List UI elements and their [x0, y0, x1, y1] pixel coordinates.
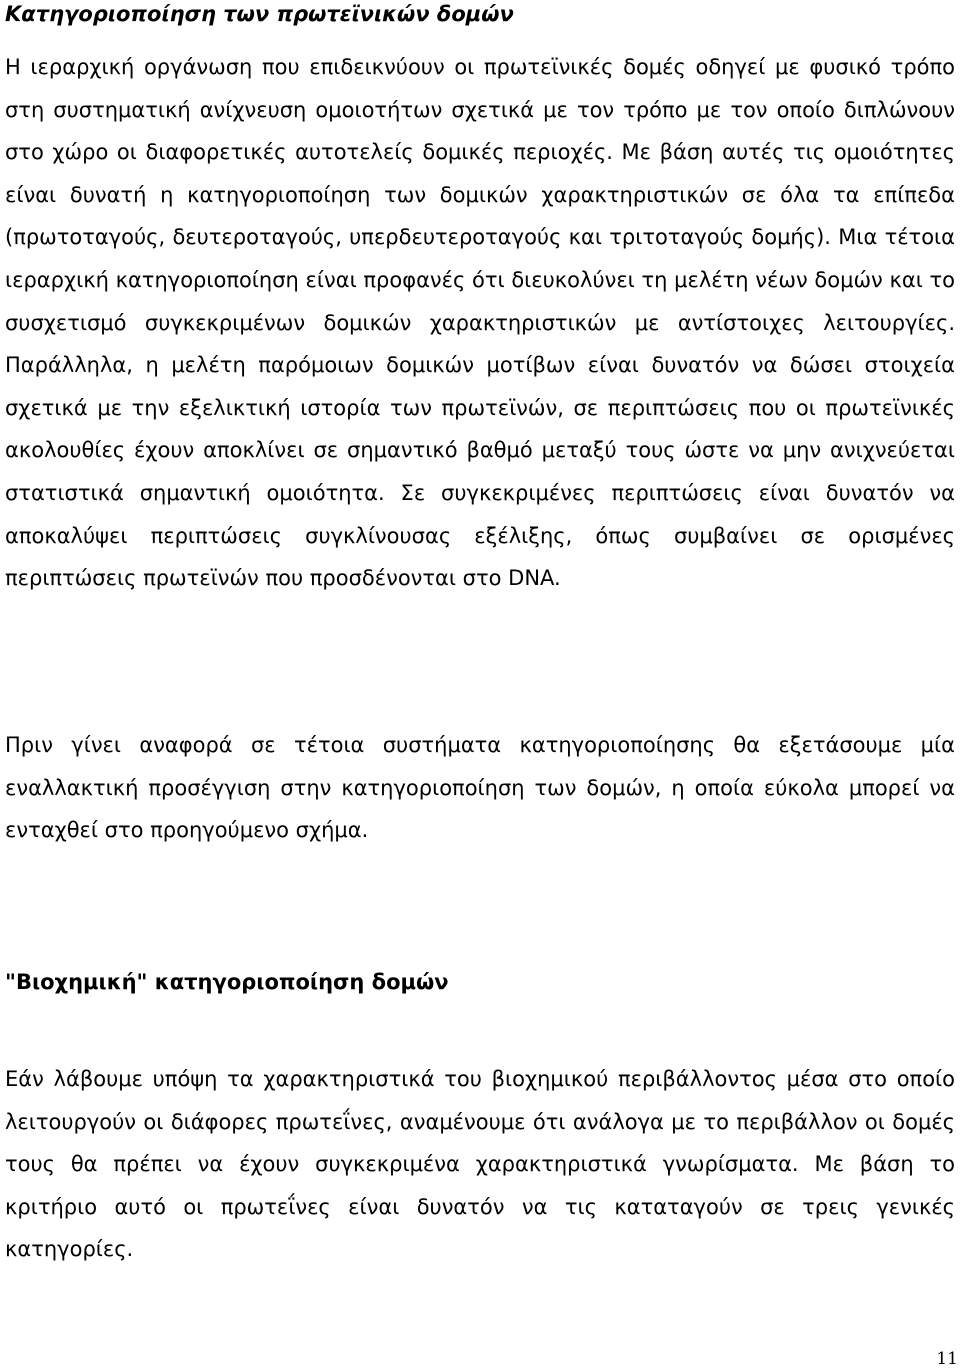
section-heading-protein-classification: Κατηγοριοποίηση των πρωτεϊνικών δομών	[5, 2, 514, 26]
paragraph-alternative-approach: Πριν γίνει αναφορά σε τέτοια συστήματα κατηγοριοποίησης θα εξετάσουμε μία εναλλακτική προσέγγιση στην κατηγοριοποίηση των δομών, η οποία εύκολα μπορεί να ενταχθεί στο προηγούμενο σχήμα.	[5, 733, 955, 843]
section-heading-biochemical-classification: "Βιοχημική" κατηγοριοποίηση δομών	[5, 970, 449, 994]
page-number: 11	[936, 1349, 958, 1369]
paragraph-biochemical-environment: Εάν λάβουμε υπόψη τα χαρακτηριστικά του βιοχημικού περιβάλλοντος μέσα στο οποίο λειτουργούν οι διάφορες πρωτεΐνες, αναμένουμε ότι ανάλογα με το περιβάλλον οι δομές τους θα πρέπει να έχουν συγκεκριμένα χαρακτηριστικά γνωρίσματα. Με βάση το κριτήριο αυτό οι πρωτεΐνες είναι δυνατόν να τις καταταγούν σε τρεις γενικές κατηγορίες.	[5, 1067, 955, 1262]
paragraph-hierarchical-organization: Η ιεραρχική οργάνωση που επιδεικνύουν οι πρωτεϊνικές δομές οδηγεί με φυσικό τρόπο στη συστηματική ανίχνευση ομοιοτήτων σχετικά με τον τρόπο με τον οποίο διπλώνουν στο χώρο οι διαφορετικές αυτοτελείς δομικές περιοχές. Με βάση αυτές τις ομοιότητες είναι δυνατή η κατηγοριοποίηση των δομικών χαρακτηριστικών σε όλα τα επίπεδα (πρωτοταγούς, δευτεροταγούς, υπερδευτεροταγούς και τριτοταγούς δομής). Μια τέτοια ιεραρχική κατηγοριοποίηση είναι προφανές ότι διευκολύνει τη μελέτη νέων δομών και το συσχετισμό συγκεκριμένων δομικών χαρακτηριστικών με αντίστοιχες λειτουργίες. Παράλληλα, η μελέτη παρόμοιων δομικών μοτίβων είναι δυνατόν να δώσει στοιχεία σχετικά με την εξελικτική ιστορία των πρωτεϊνών, σε περιπτώσεις που οι πρωτεϊνικές ακολουθίες έχουν αποκλίνει σε σημαντικό βαθμό μεταξύ τους ώστε να μην ανιχνεύεται στατιστικά σημαντική ομοιότητα. Σε συγκεκριμένες περιπτώσεις είναι δυνατόν να αποκαλύψει περιπτώσεις συγκλίνουσας εξέλιξης, όπως συμβαίνει σε ορισμένες περιπτώσεις πρωτεϊνών που προσδένονται στο DNA.	[5, 55, 955, 591]
